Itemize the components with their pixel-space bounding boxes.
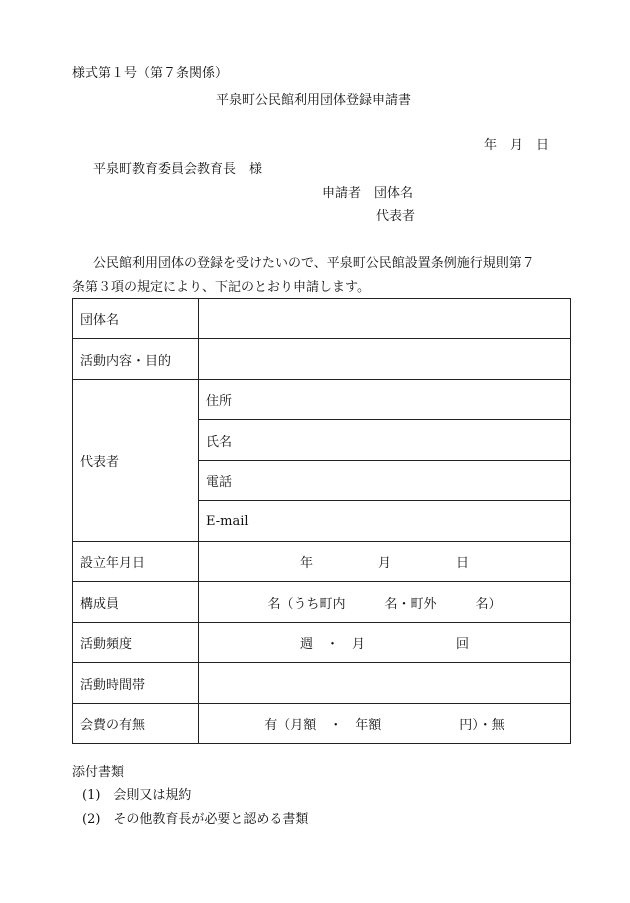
table-row	[73, 663, 571, 704]
fee-label: 会費の有無	[73, 704, 199, 744]
date-line: 年 月 日	[484, 138, 550, 153]
table-row	[73, 704, 571, 744]
address-field[interactable]: 住所	[199, 380, 571, 420]
body-text-line1: 公民館利用団体の登録を受けたいので、平泉町公民館設置条例施行規則第７	[93, 256, 535, 271]
table-row	[73, 582, 571, 623]
body-text-line2: 条第３項の規定により、下記のとおり申請します。	[72, 280, 370, 295]
attachment-item-1: (1) 会則又は規約	[82, 788, 192, 803]
table-row	[73, 299, 571, 339]
members-label: 構成員	[73, 582, 199, 623]
table-row	[73, 339, 571, 380]
form-title: 平泉町公民館利用団体登録申請書	[216, 93, 412, 108]
time-slot-label: 活動時間帯	[73, 663, 199, 704]
frequency-field[interactable]: 週 ・ 月 回	[199, 623, 571, 663]
table-row	[73, 380, 571, 420]
representative-label: 代表者	[376, 209, 416, 224]
activity-field[interactable]	[199, 339, 571, 380]
attachments-heading: 添付書類	[72, 765, 125, 780]
frequency-label: 活動頻度	[73, 623, 199, 663]
attachment-item-2: (2) その他教育長が必要と認める書類	[82, 812, 309, 827]
addressee: 平泉町教育委員会教育長 様	[93, 162, 263, 177]
group-name-label: 団体名	[73, 299, 199, 339]
representative-label-cell: 代表者	[73, 380, 199, 542]
established-label: 設立年月日	[73, 542, 199, 582]
email-field[interactable]: E-mail	[199, 501, 571, 542]
table-row	[73, 623, 571, 663]
group-name-field[interactable]	[199, 299, 571, 339]
applicant-group-label: 申請者 団体名	[322, 186, 414, 201]
phone-field[interactable]: 電話	[199, 461, 571, 501]
name-field[interactable]: 氏名	[199, 420, 571, 461]
established-field[interactable]: 年 月 日	[199, 542, 571, 582]
form-number: 様式第１号（第７条関係）	[72, 66, 229, 81]
time-slot-field[interactable]	[199, 663, 571, 704]
application-table	[72, 298, 571, 744]
activity-label: 活動内容・目的	[73, 339, 199, 380]
table-row	[73, 542, 571, 582]
members-field[interactable]: 名（うち町内 名・町外 名）	[199, 582, 571, 623]
fee-field[interactable]: 有（月額 ・ 年額 円）・無	[199, 704, 571, 744]
